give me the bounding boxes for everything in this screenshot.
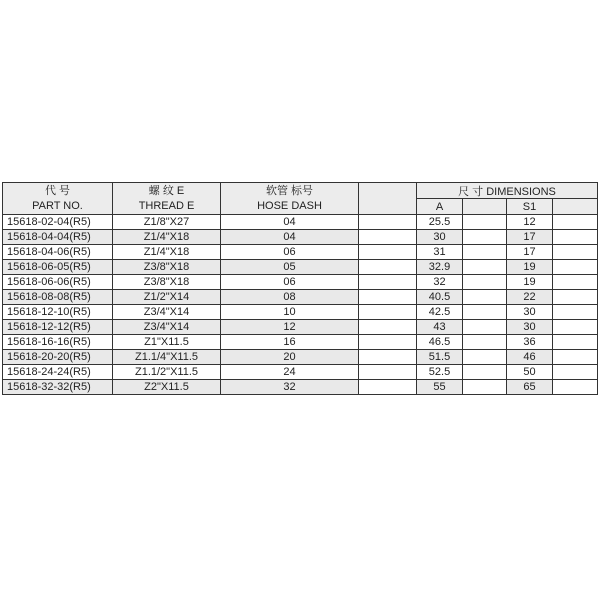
header-hose-en: HOSE DASH [257,199,322,212]
cell-s1-extra [553,335,597,350]
cell-s1-extra [553,320,597,335]
cell-part-no: 15618-20-20(R5) [3,350,113,365]
cell-thread: Z1/4"X18 [113,245,221,260]
header-thread [113,183,221,215]
table-row [3,365,597,380]
cell-s1-extra [553,290,597,305]
cell-a-extra [463,245,507,260]
cell-part-no: 15618-16-16(R5) [3,335,113,350]
cell-s1-extra [553,215,597,230]
cell-thread: Z1"X11.5 [113,335,221,350]
cell-thread: Z1.1/2"X11.5 [113,365,221,380]
header-col-s1-extra [553,199,597,215]
cell-blank [359,230,417,245]
cell-part-no: 15618-24-24(R5) [3,365,113,380]
cell-s1: 30 [507,320,553,335]
cell-a-extra [463,380,507,395]
cell-a-extra [463,320,507,335]
table-row [3,275,597,290]
cell-part-no: 15618-04-06(R5) [3,245,113,260]
cell-blank [359,275,417,290]
cell-a: 46.5 [417,335,463,350]
cell-a: 55 [417,380,463,395]
cell-a-extra [463,260,507,275]
cell-part-no: 15618-32-32(R5) [3,380,113,395]
header-thread-en: THREAD E [138,199,195,212]
cell-a-extra [463,350,507,365]
cell-a-extra [463,290,507,305]
cell-s1: 17 [507,245,553,260]
cell-s1: 12 [507,215,553,230]
cell-s1-extra [553,230,597,245]
cell-blank [359,290,417,305]
table-row [3,215,597,230]
cell-thread: Z2"X11.5 [113,380,221,395]
cell-part-no: 15618-12-10(R5) [3,305,113,320]
table-header [3,183,597,215]
cell-part-no: 15618-06-06(R5) [3,275,113,290]
cell-part-no: 15618-02-04(R5) [3,215,113,230]
cell-hose-dash: 04 [221,230,359,245]
header-part-en: PART NO. [32,199,83,212]
cell-a-extra [463,335,507,350]
table-row [3,380,597,395]
table-row [3,320,597,335]
cell-blank [359,380,417,395]
cell-s1-extra [553,275,597,290]
cell-s1: 19 [507,260,553,275]
cell-a: 32 [417,275,463,290]
header-col-a: A [417,199,463,215]
cell-hose-dash: 06 [221,275,359,290]
table-row [3,230,597,245]
header-col-s1: S1 [507,199,553,215]
cell-blank [359,365,417,380]
cell-a-extra [463,275,507,290]
cell-hose-dash: 10 [221,305,359,320]
cell-part-no: 15618-12-12(R5) [3,320,113,335]
cell-s1-extra [553,365,597,380]
cell-blank [359,245,417,260]
cell-hose-dash: 12 [221,320,359,335]
cell-hose-dash: 04 [221,215,359,230]
cell-s1: 65 [507,380,553,395]
table-body [3,215,597,395]
cell-hose-dash: 16 [221,335,359,350]
cell-s1-extra [553,245,597,260]
cell-blank [359,320,417,335]
header-part-no [3,183,113,215]
cell-a-extra [463,305,507,320]
header-hose-cn: 软管 标号 [265,184,314,197]
table-row [3,290,597,305]
table-row [3,245,597,260]
cell-a: 51.5 [417,350,463,365]
cell-a: 43 [417,320,463,335]
cell-thread: Z3/8"X18 [113,275,221,290]
cell-thread: Z3/8"X18 [113,260,221,275]
cell-a-extra [463,215,507,230]
cell-thread: Z3/4"X14 [113,305,221,320]
cell-a: 40.5 [417,290,463,305]
cell-thread: Z1/8"X27 [113,215,221,230]
cell-thread: Z1/4"X18 [113,230,221,245]
cell-blank [359,335,417,350]
cell-blank [359,305,417,320]
table-row [3,305,597,320]
cell-s1: 46 [507,350,553,365]
cell-hose-dash: 08 [221,290,359,305]
cell-hose-dash: 05 [221,260,359,275]
cell-s1: 22 [507,290,553,305]
cell-thread: Z1/2"X14 [113,290,221,305]
cell-thread: Z1.1/4"X11.5 [113,350,221,365]
cell-s1: 30 [507,305,553,320]
cell-s1: 19 [507,275,553,290]
cell-hose-dash: 24 [221,365,359,380]
cell-part-no: 15618-08-08(R5) [3,290,113,305]
spec-table [2,182,598,395]
cell-hose-dash: 20 [221,350,359,365]
cell-s1-extra [553,260,597,275]
header-col-a-extra [463,199,507,215]
header-dimensions: 尺 寸 DIMENSIONS [417,183,597,199]
table-row [3,260,597,275]
cell-a-extra [463,230,507,245]
header-part-cn: 代 号 [44,184,71,197]
cell-blank [359,350,417,365]
table-row [3,335,597,350]
header-hose-dash [221,183,359,215]
cell-a: 52.5 [417,365,463,380]
cell-a: 31 [417,245,463,260]
cell-a-extra [463,365,507,380]
cell-hose-dash: 32 [221,380,359,395]
table-row [3,350,597,365]
cell-part-no: 15618-06-05(R5) [3,260,113,275]
cell-thread: Z3/4"X14 [113,320,221,335]
cell-s1: 36 [507,335,553,350]
header-blank [359,183,417,215]
cell-a: 42.5 [417,305,463,320]
cell-a: 25.5 [417,215,463,230]
cell-blank [359,215,417,230]
header-thread-cn: 螺 纹 E [148,184,185,197]
cell-s1: 17 [507,230,553,245]
cell-s1-extra [553,305,597,320]
cell-s1: 50 [507,365,553,380]
cell-a: 32.9 [417,260,463,275]
cell-s1-extra [553,350,597,365]
cell-a: 30 [417,230,463,245]
cell-part-no: 15618-04-04(R5) [3,230,113,245]
cell-hose-dash: 06 [221,245,359,260]
cell-s1-extra [553,380,597,395]
cell-blank [359,260,417,275]
